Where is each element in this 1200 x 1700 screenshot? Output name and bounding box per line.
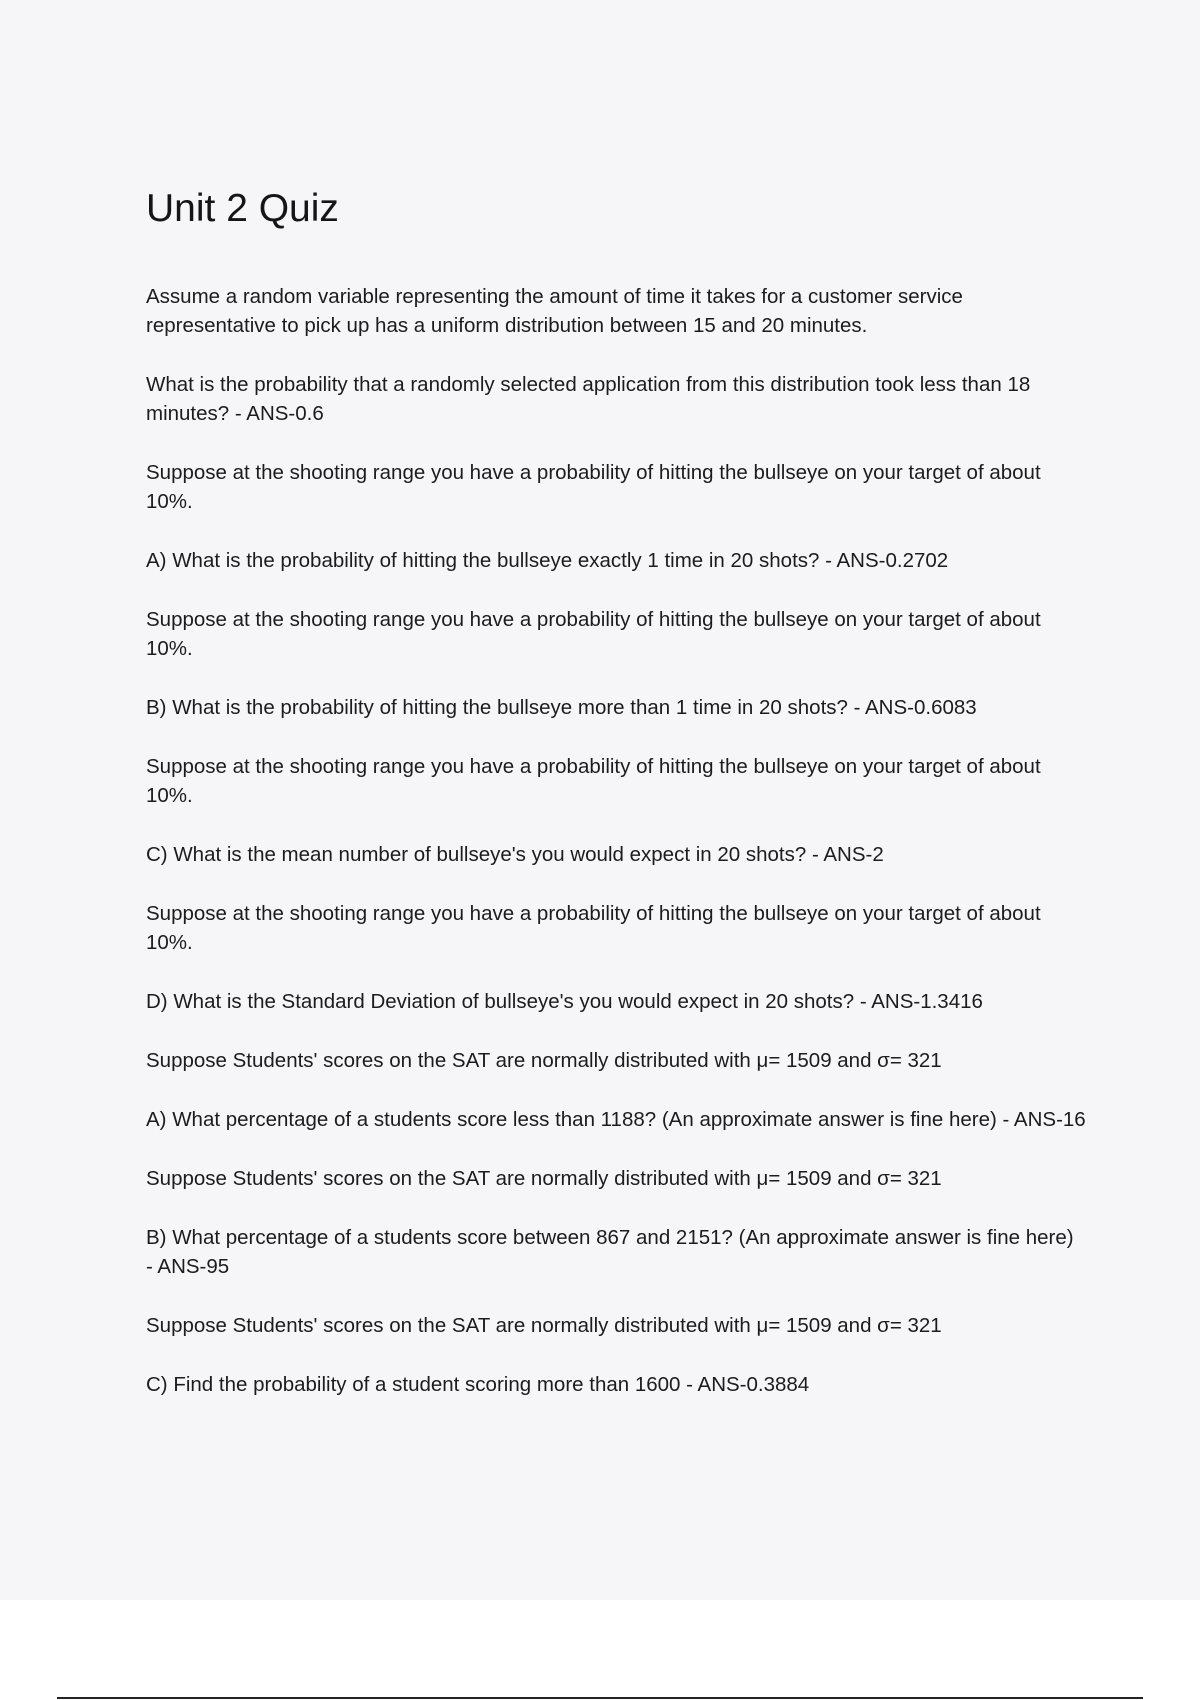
- paragraph: Suppose at the shooting range you have a probability of hitting the bullseye on your target of about 10%.: [146, 608, 1041, 660]
- paragraph: D) What is the Standard Deviation of bullseye's you would expect in 20 shots? - ANS-1.3416: [146, 990, 983, 1013]
- paragraph: Assume a random variable representing the amount of time it takes for a customer service representative to pick up has a uniform distribution between 15 and 20 minutes.: [146, 285, 963, 337]
- paragraph: Suppose Students' scores on the SAT are normally distributed with μ= 1509 and σ= 321: [146, 1049, 942, 1072]
- page-title: Unit 2 Quiz: [146, 187, 339, 230]
- paragraph: B) What is the probability of hitting the bullseye more than 1 time in 20 shots? - ANS-0.6083: [146, 696, 977, 719]
- footer-divider: [57, 1697, 1143, 1699]
- paragraph: C) Find the probability of a student scoring more than 1600 - ANS-0.3884: [146, 1373, 810, 1396]
- paragraph: Suppose at the shooting range you have a probability of hitting the bullseye on your target of about 10%.: [146, 755, 1041, 807]
- paragraph: What is the probability that a randomly selected application from this distribution took less than 18 minutes? - ANS-0.6: [146, 373, 1031, 425]
- document-content: [146, 186, 1086, 1429]
- paragraph: Suppose at the shooting range you have a probability of hitting the bullseye on your target of about 10%.: [146, 461, 1041, 513]
- paragraph: C) What is the mean number of bullseye's you would expect in 20 shots? - ANS-2: [146, 843, 884, 866]
- paragraph: Suppose at the shooting range you have a probability of hitting the bullseye on your target of about 10%.: [146, 902, 1041, 954]
- paragraph: A) What percentage of a students score less than 1188? (An approximate answer is fine here) - ANS-16: [146, 1108, 1086, 1131]
- paragraph: Suppose Students' scores on the SAT are normally distributed with μ= 1509 and σ= 321: [146, 1167, 942, 1190]
- paragraph: A) What is the probability of hitting the bullseye exactly 1 time in 20 shots? - ANS-0.2702: [146, 549, 949, 572]
- paragraph: B) What percentage of a students score between 867 and 2151? (An approximate answer is fine here) - ANS-95: [146, 1226, 1074, 1278]
- paragraph: Suppose Students' scores on the SAT are normally distributed with μ= 1509 and σ= 321: [146, 1314, 942, 1337]
